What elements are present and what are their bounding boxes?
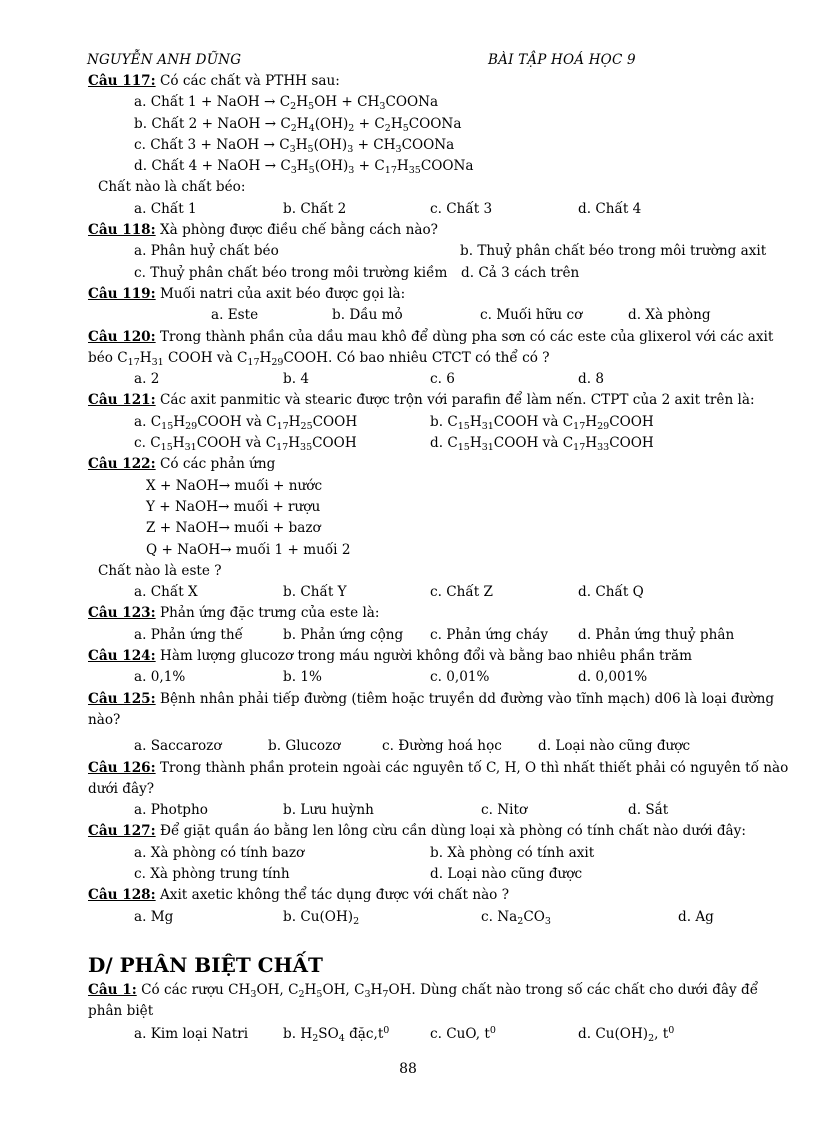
question-label: Câu 122:: [88, 456, 156, 473]
question-124: [88, 646, 788, 667]
option-d: d. 0,001%: [578, 669, 648, 686]
question-prompt: Chất nào là chất béo:: [98, 179, 246, 196]
equation-c: c. Chất 3 + NaOH → $C_3H_5(OH)_3$ + $CH_3COONa$: [134, 136, 455, 155]
option-d: d. Phản ứng thuỷ phân: [578, 626, 735, 643]
option-d: d. Cả 3 cách trên: [461, 264, 580, 281]
options-row: [88, 241, 788, 262]
option-d: d. Loại nào cũng được: [538, 738, 691, 755]
question-text: Trong thành phần của dầu mau khô để dùng pha sơn có các este của glixerol với các axit: [159, 328, 774, 345]
options-row: [88, 433, 788, 454]
reaction-x: X + NaOH→ muối + nước: [146, 477, 323, 494]
question-text: Các axit panmitic và stearic được trộn với parafin để làm nến. CTPT của 2 axit trên là:: [159, 392, 755, 409]
options-row: [88, 864, 788, 885]
option-b: b. $Cu(OH)_2$: [283, 908, 360, 927]
question-label: Câu 120:: [88, 328, 156, 345]
reaction-q: Q + NaOH→ muối 1 + muối 2: [146, 541, 351, 558]
option-a: a. 2: [134, 371, 160, 388]
question-label: Câu 119:: [88, 285, 156, 302]
page-number: 88: [399, 1061, 417, 1077]
question-text: Xà phòng được điều chế bằng cách nào?: [159, 222, 438, 239]
option-b: b. Glucozơ: [268, 738, 341, 755]
options-row: [88, 582, 788, 603]
option-a: a. Saccarozơ: [134, 738, 222, 755]
option-b: b. $C_{15}H_{31}COOH$ và $C_{17}H_{29}COOH$: [430, 413, 654, 432]
option-d: d. Loại nào cũng được: [430, 865, 583, 882]
options-row: [88, 843, 788, 864]
option-a: a. Phản ứng thế: [134, 626, 243, 643]
section-heading: D/ PHÂN BIỆT CHẤT: [88, 952, 323, 977]
option-a: a. Kim loại Natri: [134, 1026, 249, 1043]
option-d: d. Chất Q: [578, 584, 644, 601]
option-b: b. Phản ứng cộng: [283, 626, 404, 643]
question-text: Có các chất và PTHH sau:: [159, 73, 340, 89]
options-row: [88, 907, 788, 928]
option-a: a. Photpho: [134, 802, 208, 819]
question-text: Hàm lượng glucozơ trong máu người không đổi và bằng bao nhiêu phần trăm: [159, 648, 692, 665]
option-c: c. Thuỷ phân chất béo trong môi trường kiềm: [134, 264, 448, 281]
question-125: [88, 689, 788, 710]
option-c: c. Chất 3: [430, 200, 493, 217]
question-label: Câu 127:: [88, 823, 156, 840]
option-a: a. Phân huỷ chất béo: [134, 243, 279, 260]
option-b: b. Xà phòng có tính axit: [430, 844, 595, 861]
question-label: Câu 121:: [88, 392, 156, 409]
option-d: d. Ag: [678, 908, 714, 925]
question-text-continued: dưới đây?: [88, 780, 155, 797]
option-c: c. 0,01%: [430, 669, 490, 686]
question-123: [88, 603, 788, 624]
question-117: [88, 71, 788, 92]
option-c: c. Nitơ: [481, 802, 528, 819]
option-b: b. Dầu mỏ: [332, 307, 403, 324]
question-text-continued: phân biệt: [88, 1003, 154, 1020]
option-d: d. $C_{15}H_{31}COOH$ và $C_{17}H_{33}COOH$: [430, 435, 654, 454]
reaction-z: Z + NaOH→ muối + bazơ: [146, 520, 321, 537]
question-text: Để giặt quần áo bằng len lông cừu cần dùng loại xà phòng có tính chất nào dưới đây:: [159, 823, 746, 840]
option-a: a. $C_{15}H_{29}COOH$ và $C_{17}H_{25}COOH$: [134, 413, 358, 432]
page-content: [88, 71, 788, 1046]
option-a: a. 0,1%: [134, 669, 186, 686]
options-row: [88, 305, 788, 326]
question-label: Câu 1:: [88, 981, 137, 998]
option-d: d. $Cu(OH)_2$, $t^0$: [578, 1025, 675, 1045]
question-119: [88, 284, 788, 305]
question-text: Bệnh nhân phải tiếp đường (tiêm hoặc truyền dd đường vào tĩnh mạch) d06 là loại đường: [159, 690, 775, 707]
question-label: Câu 123:: [88, 605, 156, 622]
option-d: d. Xà phòng: [628, 307, 711, 324]
question-text: Muối natri của axit béo được gọi là:: [159, 285, 406, 302]
option-d: d. Chất 4: [578, 200, 642, 217]
question-text: Trong thành phần protein ngoài các nguyên tố C, H, O thì nhất thiết phải có nguyên tố nào: [159, 759, 789, 776]
equation-b: b. Chất 2 + NaOH → $C_2H_4(OH)_2$ + $C_2H_5COONa$: [134, 115, 462, 134]
question-121: [88, 390, 788, 411]
question-label: Câu 118:: [88, 222, 156, 239]
question-118: [88, 220, 788, 241]
option-d: d. Sắt: [628, 802, 669, 819]
reaction-y: Y + NaOH→ muối + rượu: [146, 498, 321, 515]
question-text: Phản ứng đặc trưng của este là:: [159, 605, 380, 622]
question-126: [88, 758, 788, 779]
question-label: Câu 117:: [88, 73, 156, 89]
question-text-continued: nào?: [88, 711, 121, 728]
section-d-question-1: [88, 980, 788, 1001]
option-d: d. 8: [578, 371, 604, 388]
equation-a: a. Chất 1 + NaOH → $C_2H_5OH$ + $CH_3COONa$: [134, 94, 439, 113]
question-text: Có các rượu $CH_3OH$, $C_2H_5OH$, $C_3H_7OH$. Dùng chất nào trong số các chất cho dưới đây để: [141, 981, 759, 1000]
header-author: NGUYỄN ANH DŨNG: [87, 52, 242, 68]
option-c: c. Muối hữu cơ: [480, 307, 583, 324]
option-c: c. $Na_2CO_3$: [481, 908, 551, 927]
question-label: Câu 125:: [88, 690, 156, 707]
option-c: c. $C_{15}H_{31}COOH$ và $C_{17}H_{35}COOH$: [134, 435, 357, 454]
question-label: Câu 126:: [88, 759, 156, 776]
option-b: b. Thuỷ phân chất béo trong môi trường axit: [460, 243, 767, 260]
question-text: Có các phản ứng: [159, 456, 276, 473]
options-row: [88, 800, 788, 821]
option-c: c. Xà phòng trung tính: [134, 865, 290, 882]
option-a: a. Chất 1: [134, 200, 197, 217]
question-prompt: Chất nào là este ?: [98, 562, 222, 579]
options-row: [88, 263, 788, 284]
options-row: [88, 625, 788, 646]
options-row: [88, 199, 788, 220]
option-c: c. Phản ứng cháy: [430, 626, 549, 643]
question-label: Câu 124:: [88, 648, 156, 665]
option-b: b. 1%: [283, 669, 322, 686]
question-120: [88, 327, 788, 348]
option-c: c. CuO, $t^0$: [430, 1025, 496, 1043]
option-c: c. Đường hoá học: [382, 738, 502, 755]
options-row: [88, 1024, 788, 1045]
options-row: [88, 412, 788, 433]
question-128: [88, 885, 788, 906]
option-a: a. Mg: [134, 908, 174, 925]
options-row: [88, 736, 788, 757]
header-title: BÀI TẬP HOÁ HỌC 9: [488, 52, 636, 68]
options-row: [88, 369, 788, 390]
option-b: b. Chất Y: [283, 584, 347, 601]
question-text: Axit axetic không thể tác dụng được với chất nào ?: [159, 887, 509, 904]
question-122: [88, 454, 788, 475]
options-row: [88, 667, 788, 688]
option-c: c. Chất Z: [430, 584, 493, 601]
question-127: [88, 821, 788, 842]
option-b: b. 4: [283, 371, 309, 388]
option-b: b. Lưu huỳnh: [283, 802, 374, 819]
option-b: b. $H_2SO_4$ $đặc,t^0$: [283, 1025, 390, 1045]
equation-d: d. Chất 4 + NaOH → $C_3H_5(OH)_3$ + $C_{17}H_{35}COONa$: [134, 158, 474, 177]
question-label: Câu 128:: [88, 887, 156, 904]
question-text-continued: béo $C_{17}H_{31}$ COOH và $C_{17}H_{29}COOH$. Có bao nhiêu CTCT có thể có ?: [88, 349, 550, 368]
option-a: a. Xà phòng có tính bazơ: [134, 844, 305, 861]
option-a: a. Chất X: [134, 584, 198, 601]
option-c: c. 6: [430, 371, 455, 388]
option-a: a. Este: [211, 307, 259, 324]
option-b: b. Chất 2: [283, 200, 347, 217]
